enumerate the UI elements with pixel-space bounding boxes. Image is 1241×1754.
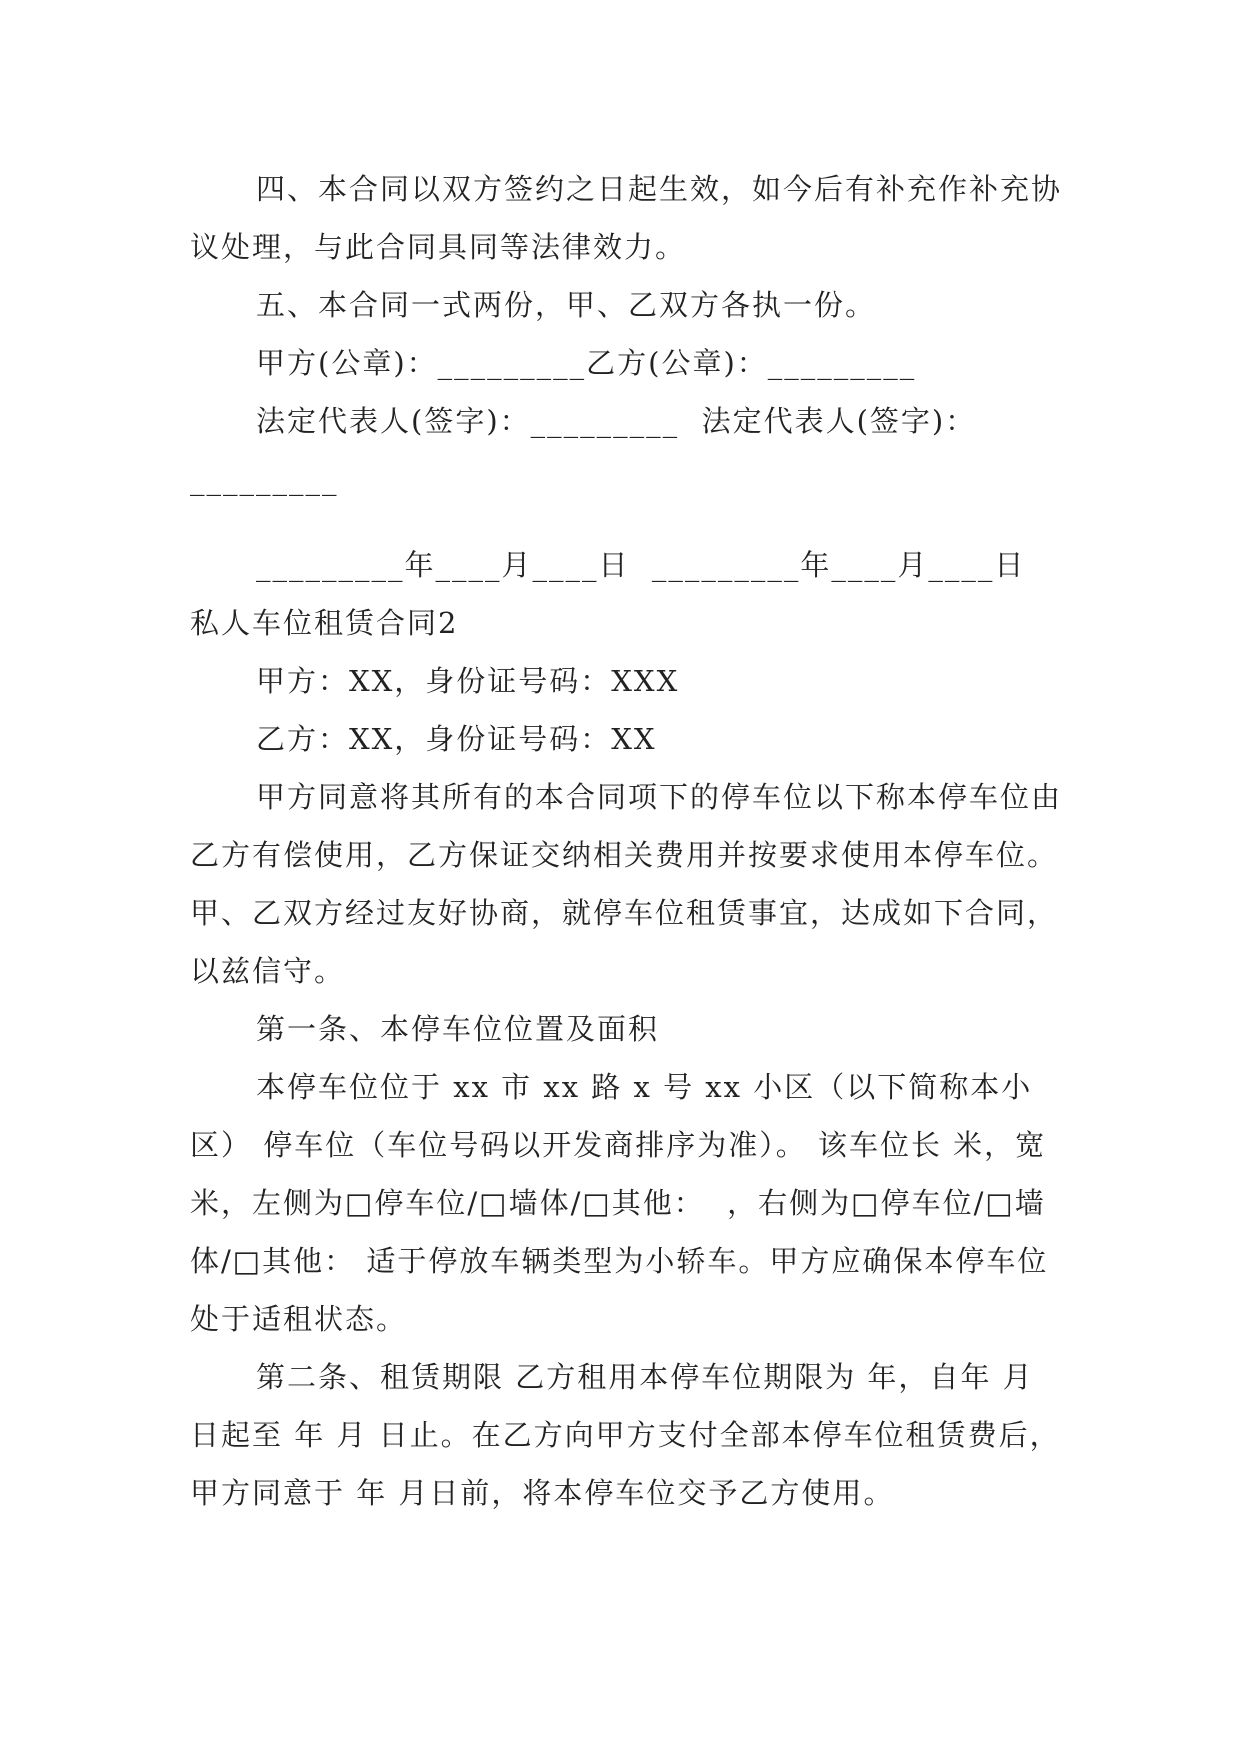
date-line: _________年____月____日 _________年____月____日 bbox=[256, 548, 1026, 582]
article-one-body: 本停车位位于 xx 市 xx 路 x 号 xx 小区（以下简称本小区） 停车位（车位号码以开发商排序为准）。 该车位长 米，宽 米，左侧为□停车位/□墙体/□其他： ，右侧为□停车位/□墙体/□其他： 适于停放车辆类型为小轿车。甲方应确保本停车位处于适租状态。 bbox=[190, 1070, 1058, 1336]
article-two: 第二条、租赁期限 乙方租用本停车位期限为 年，自年 月 日起至 年 月 日止。在乙方向甲方支付全部本停车位租赁费后，甲方同意于 年 月日前，将本停车位交予乙方使用。 bbox=[190, 1360, 1061, 1510]
preamble: 甲方同意将其所有的本合同项下的停车位以下称本停车位由乙方有偿使用，乙方保证交纳相关费用并按要求使用本停车位。甲、乙双方经过友好协商，就停车位租赁事宜，达成如下合同，以兹信守。 bbox=[190, 780, 1063, 988]
signature-line: 法定代表人(签字)：_________ 法定代表人(签字)： bbox=[256, 404, 977, 438]
spacer bbox=[190, 508, 1070, 536]
clause-five-copies: 五、本合同一式两份，甲、乙双方各执一份。 bbox=[256, 288, 877, 322]
signature-blank-continuation: _________ bbox=[190, 462, 339, 496]
party-a: 甲方：XX，身份证号码：XXX bbox=[256, 664, 680, 698]
contract-title: 私人车位租赁合同2 bbox=[190, 606, 459, 640]
document-body bbox=[190, 160, 1070, 1522]
clause-four-effective-date: 四、本合同以双方签约之日起生效，如今后有补充作补充协议处理，与此合同具同等法律效力。 bbox=[190, 172, 1063, 264]
party-b: 乙方：XX，身份证号码：XX bbox=[256, 722, 657, 756]
article-one-heading: 第一条、本停车位位置及面积 bbox=[256, 1012, 660, 1046]
seal-line: 甲方(公章)：_________乙方(公章)：_________ bbox=[256, 346, 917, 380]
